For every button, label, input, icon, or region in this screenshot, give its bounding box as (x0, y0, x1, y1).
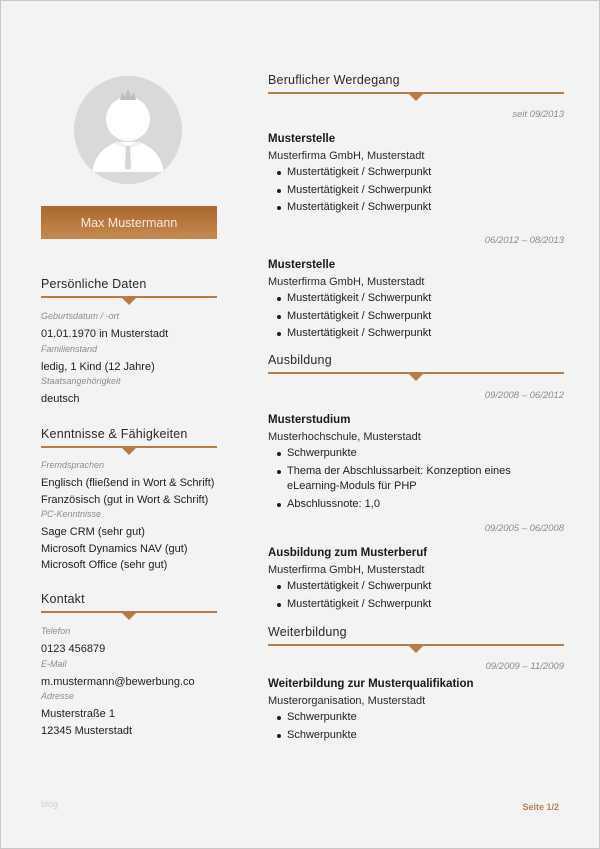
section-header-training (268, 625, 564, 646)
entry-date: seit 09/2013 (512, 109, 564, 120)
address-label: Adresse (41, 691, 75, 701)
section-training (268, 625, 564, 646)
email-label: E-Mail (41, 658, 67, 669)
section-header-career (268, 73, 564, 94)
section-title: Kenntnisse & Fähigkeiten (41, 427, 188, 441)
bullet-item: Abschlussnote: 1,0 (276, 496, 564, 514)
pc-skill-item: Microsoft Dynamics NAV (gut) (41, 542, 188, 555)
section-header-education (268, 353, 564, 374)
bullet-item: Mustertätigkeit / Schwerpunkt (276, 199, 564, 217)
phone-label: Telefon (41, 626, 71, 636)
bullet-item: Schwerpunkte (276, 445, 564, 463)
entry-date: 09/2008 – 06/2012 (484, 390, 564, 401)
avatar (74, 76, 182, 184)
contact-data (41, 625, 231, 739)
bullet-item: Schwerpunkte (276, 709, 564, 727)
phone-value: 0123 456879 (41, 643, 106, 655)
career-entry (268, 108, 564, 217)
address-line-1: Musterstraße 1 (41, 708, 115, 720)
career-entry (268, 234, 564, 343)
entry-organization: Musterorganisation, Musterstadt (268, 695, 426, 707)
marital-label: Familienstand (41, 343, 98, 354)
section-title: Ausbildung (268, 353, 332, 367)
name-banner: Max Mustermann (41, 206, 217, 239)
section-header-skills (41, 427, 217, 448)
language-item: Französisch (gut in Wort & Schrift) (41, 493, 209, 506)
entry-title: Musterstelle (268, 259, 336, 271)
section-title: Weiterbildung (268, 625, 347, 639)
footer-watermark: blog (41, 799, 59, 809)
entry-title: Ausbildung zum Musterberuf (268, 547, 428, 559)
entry-title: Weiterbildung zur Musterqualifikation (268, 678, 474, 690)
birth-value: 01.01.1970 in Musterstadt (41, 328, 169, 340)
section-divider (41, 446, 217, 448)
email-link[interactable]: m.mustermann@bewerbung.co (41, 675, 195, 688)
training-entry (268, 660, 564, 744)
entry-bullets (276, 445, 564, 513)
section-education (268, 353, 564, 374)
bullet-item: Schwerpunkte (276, 727, 564, 745)
entry-date: 09/2005 – 06/2008 (484, 523, 564, 534)
section-title: Persönliche Daten (41, 277, 147, 291)
education-entry (268, 522, 564, 613)
entry-title: Musterstelle (268, 133, 336, 145)
pc-skill-item: Sage CRM (sehr gut) (41, 526, 145, 538)
section-header-contact (41, 592, 217, 613)
section-title: Beruflicher Werdegang (268, 73, 400, 87)
bullet-item: Mustertätigkeit / Schwerpunkt (276, 290, 564, 308)
entry-organization: Musterfirma GmbH, Musterstadt (268, 276, 425, 288)
languages-label: Fremdsprachen (41, 460, 105, 470)
bullet-item: Mustertätigkeit / Schwerpunkt (276, 164, 564, 182)
bullet-item: Mustertätigkeit / Schwerpunkt (276, 182, 564, 200)
education-entry (268, 389, 564, 513)
personal-data (41, 310, 231, 408)
bullet-item: Mustertätigkeit / Schwerpunkt (276, 596, 564, 614)
entry-date: 09/2009 – 11/2009 (485, 661, 564, 672)
entry-organization: Musterfirma GmbH, Musterstadt (268, 150, 425, 162)
bullet-item: Mustertätigkeit / Schwerpunkt (276, 308, 564, 326)
section-header-personal (41, 277, 217, 298)
section-divider (268, 372, 564, 374)
page-number: Seite 1/2 (522, 802, 559, 812)
nationality-label: Staatsangehörigkeit (41, 376, 121, 386)
bullet-item: Mustertätigkeit / Schwerpunkt (276, 578, 564, 596)
section-career (268, 73, 564, 94)
section-divider (268, 644, 564, 646)
language-item: Englisch (fließend in Wort & Schrift) (41, 477, 215, 489)
section-divider (41, 611, 217, 613)
pc-skills-label: PC-Kenntnisse (41, 509, 102, 519)
address-line-2: 12345 Musterstadt (41, 724, 133, 737)
entry-organization: Musterfirma GmbH, Musterstadt (268, 564, 425, 576)
entry-organization: Musterhochschule, Musterstadt (268, 431, 421, 443)
entry-date: 06/2012 – 08/2013 (484, 235, 564, 246)
section-divider (41, 296, 217, 298)
entry-bullets (276, 290, 564, 343)
pc-skill-item: Microsoft Office (sehr gut) (41, 559, 168, 571)
section-title: Kontakt (41, 592, 85, 606)
bullet-item: Thema der Abschlussarbeit: Konzeption eines eLearning-Moduls für PHP (276, 464, 564, 494)
entry-bullets (276, 578, 564, 613)
person-placeholder-icon (74, 76, 182, 184)
entry-title: Musterstudium (268, 414, 351, 426)
bullet-item: Mustertätigkeit / Schwerpunkt (276, 325, 564, 343)
entry-bullets (276, 709, 564, 744)
section-divider (268, 92, 564, 94)
entry-bullets (276, 164, 564, 217)
birth-label: Geburtsdatum / -ort (41, 311, 120, 321)
marital-value: ledig, 1 Kind (12 Jahre) (41, 360, 155, 373)
nationality-value: deutsch (41, 393, 80, 405)
skills-data (41, 459, 231, 574)
